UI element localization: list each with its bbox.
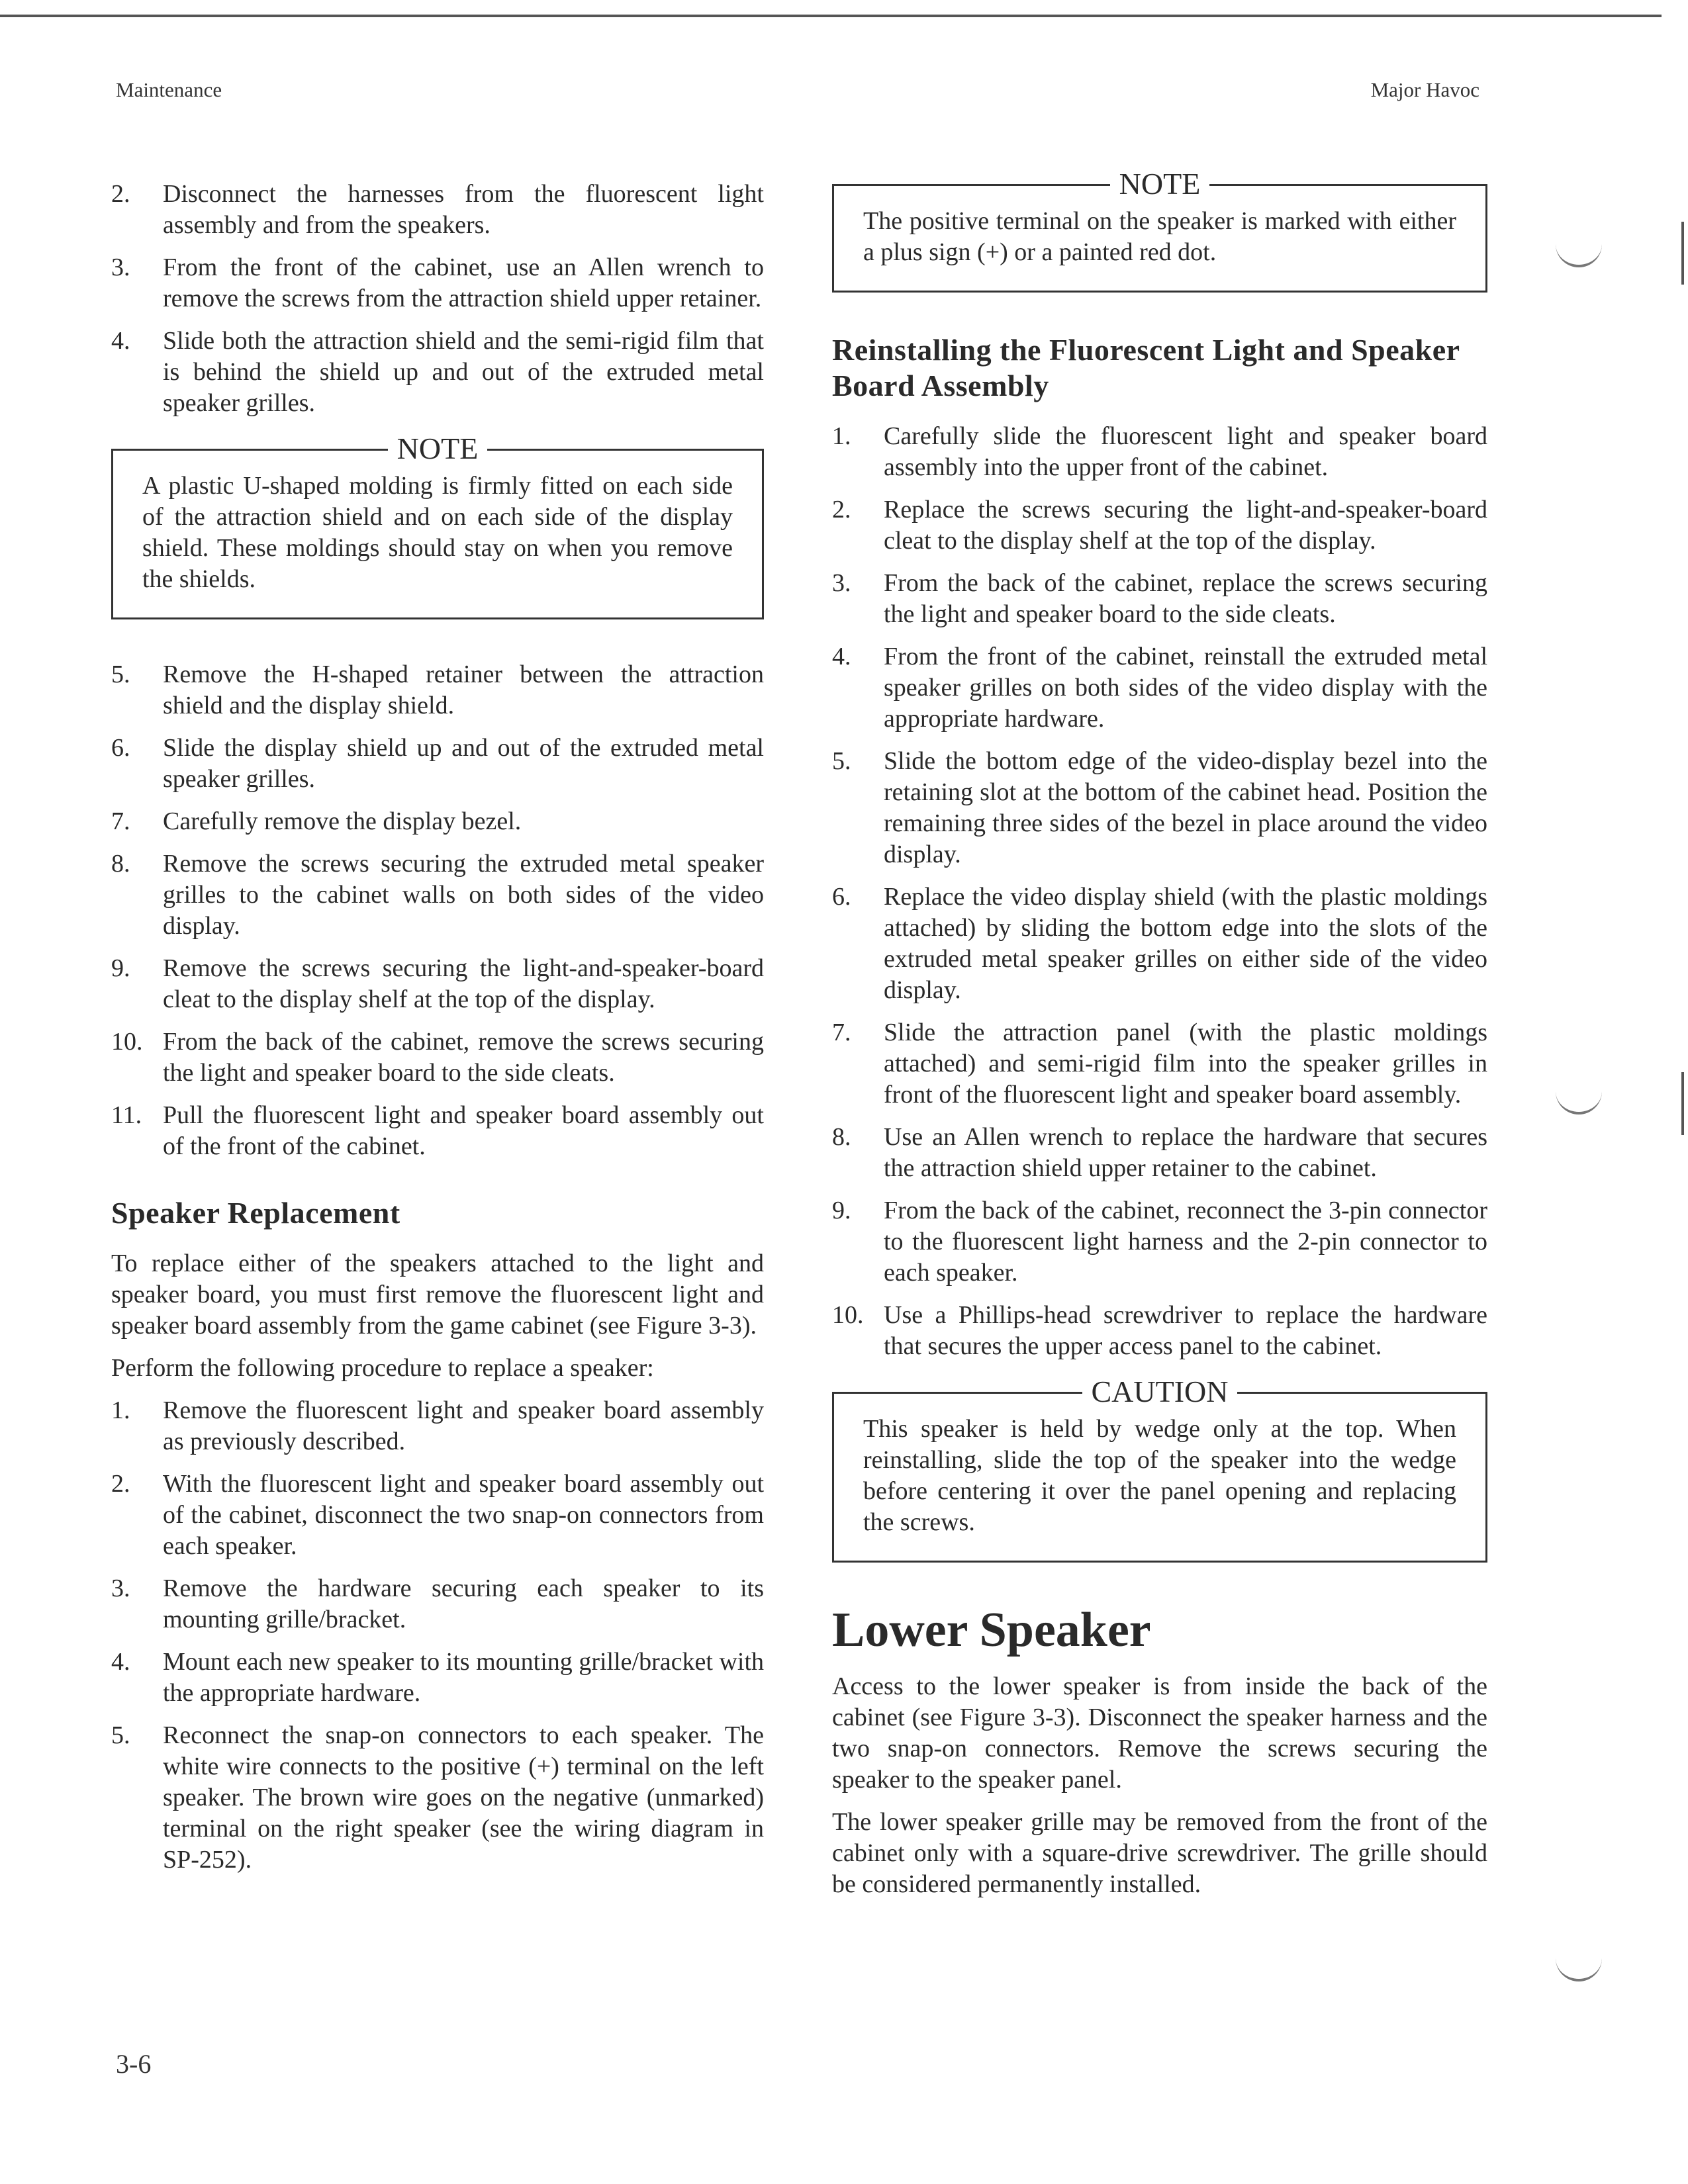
step-text: Remove the hardware securing each speaker to its mounting grille/bracket. [163, 1574, 764, 1633]
lower-speaker-paragraph: Access to the lower speaker is from inside the back of the cabinet (see Figure 3-3). Disconnect the speaker harness and the two snap-on connectors. Remove the screws securing the speaker to the speaker panel. [832, 1672, 1487, 1794]
step-number: 6. [832, 883, 851, 911]
step-number: 3. [111, 253, 130, 281]
step-number: 6. [111, 734, 130, 762]
speaker-replacement-steps [111, 1395, 764, 1876]
binder-hole-mark [1556, 1952, 1602, 1981]
step-number: 2. [832, 496, 851, 523]
step-number: 4. [832, 643, 851, 670]
page-number: 3-6 [116, 2049, 152, 2079]
step-text: Replace the screws securing the light-and-speaker-board cleat to the display shelf at the top of the display. [884, 496, 1487, 555]
list-item [111, 733, 764, 795]
reinstall-steps [832, 421, 1487, 1362]
step-text: With the fluorescent light and speaker board assembly out of the cabinet, disconnect the two snap-on connectors from each speaker. [163, 1470, 764, 1560]
binder-hole-mark [1556, 238, 1602, 267]
speaker-lead-paragraph: Perform the following procedure to replace a speaker: [111, 1354, 654, 1382]
list-item [832, 421, 1487, 483]
list-item [832, 882, 1487, 1006]
removal-steps-part-1 [111, 179, 764, 419]
running-header-left: Maintenance [116, 78, 222, 101]
step-number: 9. [111, 954, 130, 982]
step-text: Pull the fluorescent light and speaker board assembly out of the front of the cabinet. [163, 1101, 764, 1160]
list-item [111, 1647, 764, 1709]
step-text: Slide the display shield up and out of the extruded metal speaker grilles. [163, 734, 764, 793]
list-item [111, 806, 764, 837]
step-number: 10. [111, 1028, 143, 1056]
caution-box [832, 1375, 1487, 1563]
note-title: NOTE [1110, 167, 1210, 201]
step-text: Mount each new speaker to its mounting grille/bracket with the appropriate hardware. [163, 1648, 764, 1707]
list-item [832, 568, 1487, 630]
caution-title: CAUTION [1082, 1375, 1238, 1408]
step-number: 5. [111, 660, 130, 688]
note-box-moldings [111, 432, 764, 619]
lower-speaker-text [832, 1671, 1487, 1900]
step-number: 8. [111, 850, 130, 878]
list-item [111, 659, 764, 721]
step-number: 10. [832, 1301, 864, 1329]
list-item [832, 1195, 1487, 1289]
note-text: The positive terminal on the speaker is marked with either a plus sign (+) or a painted red dot. [863, 207, 1456, 266]
step-text: Remove the fluorescent light and speaker board assembly as previously described. [163, 1396, 764, 1455]
list-item [111, 1395, 764, 1457]
list-item [832, 746, 1487, 870]
step-number: 8. [832, 1123, 851, 1151]
step-text: Reconnect the snap-on connectors to each speaker. The white wire connects to the positive (+) terminal on the left speaker. The brown wire goes on the negative (unmarked) terminal on the right speaker (see the wiring diagram in SP-252). [163, 1721, 764, 1874]
list-item [832, 1017, 1487, 1111]
section-heading-lower-speaker: Lower Speaker [832, 1603, 1151, 1657]
step-text: Slide the attraction panel (with the plastic moldings attached) and semi-rigid film into the speaker grilles in front of the fluorescent light and speaker board assembly. [884, 1019, 1487, 1109]
list-item [111, 1573, 764, 1635]
step-text: Disconnect the harnesses from the fluorescent light assembly and from the speakers. [163, 180, 764, 239]
step-number: 2. [111, 1470, 130, 1498]
step-text: Use an Allen wrench to replace the hardware that secures the attraction shield upper retainer to the cabinet. [884, 1123, 1487, 1182]
list-item [111, 1720, 764, 1876]
lower-speaker-paragraph: The lower speaker grille may be removed from the front of the cabinet only with a square-drive screwdriver. The grille should be considered permanently installed. [832, 1808, 1487, 1898]
step-text: From the back of the cabinet, replace the screws securing the light and speaker board to the side cleats. [884, 569, 1487, 628]
step-number: 4. [111, 327, 130, 355]
list-item [111, 848, 764, 942]
binder-hole-mark [1556, 1085, 1602, 1115]
list-item [111, 1100, 764, 1162]
list-item [111, 953, 764, 1015]
removal-steps-part-2 [111, 659, 764, 1162]
section-heading-speaker-replacement: Speaker Replacement [111, 1196, 400, 1230]
list-item [111, 1469, 764, 1562]
step-text: From the back of the cabinet, remove the screws securing the light and speaker board to the side cleats. [163, 1028, 764, 1087]
step-number: 2. [111, 180, 130, 208]
step-text: Remove the H-shaped retainer between the attraction shield and the display shield. [163, 660, 764, 719]
list-item [111, 1026, 764, 1089]
step-text: From the front of the cabinet, reinstall the extruded metal speaker grilles on both sides of the video display with the appropriate hardware. [884, 643, 1487, 733]
step-text: From the front of the cabinet, use an Allen wrench to remove the screws from the attraction shield upper retainer. [163, 253, 764, 312]
step-text: Slide the bottom edge of the video-display bezel into the retaining slot at the bottom of the cabinet head. Position the remaining three sides of the bezel in place around the video display. [884, 747, 1487, 868]
section-heading-reinstalling: Reinstalling the Fluorescent Light and Speaker Board Assembly [832, 333, 1460, 402]
step-number: 3. [111, 1574, 130, 1602]
step-number: 7. [832, 1019, 851, 1046]
note-text: A plastic U-shaped molding is firmly fitted on each side of the attraction shield and on each side of the display shield. These moldings should stay on when you remove the shields. [142, 472, 733, 593]
step-number: 5. [832, 747, 851, 775]
caution-text: This speaker is held by wedge only at the top. When reinstalling, slide the top of the speaker into the wedge before centering it over the panel opening and replacing the screws. [863, 1415, 1456, 1536]
step-number: 3. [832, 569, 851, 597]
step-number: 5. [111, 1721, 130, 1749]
step-text: Remove the screws securing the extruded metal speaker grilles to the cabinet walls on both sides of the video display. [163, 850, 764, 940]
step-number: 4. [111, 1648, 130, 1676]
list-item [111, 179, 764, 241]
speaker-intro-paragraph: To replace either of the speakers attached to the light and speaker board, you must first remove the fluorescent light and speaker board assembly from the game cabinet (see Figure 3-3). [111, 1250, 764, 1340]
right-column [832, 167, 1487, 1911]
step-number: 11. [111, 1101, 142, 1129]
running-header-right: Major Havoc [1370, 78, 1479, 101]
step-text: Slide both the attraction shield and the semi-rigid film that is behind the shield up and out of the extruded metal speaker grilles. [163, 327, 764, 417]
step-text: Remove the screws securing the light-and-speaker-board cleat to the display shelf at the top of the display. [163, 954, 764, 1013]
step-text: Carefully slide the fluorescent light and speaker board assembly into the upper front of the cabinet. [884, 422, 1487, 481]
binder-hole-edge [1681, 1072, 1684, 1135]
step-text: Carefully remove the display bezel. [163, 807, 522, 835]
top-rule [0, 15, 1662, 17]
step-number: 7. [111, 807, 130, 835]
list-item [111, 252, 764, 314]
step-number: 9. [832, 1197, 851, 1224]
step-text: Use a Phillips-head screwdriver to replace the hardware that secures the upper access panel to the cabinet. [884, 1301, 1487, 1360]
list-item [832, 641, 1487, 735]
binder-hole-edge [1681, 222, 1684, 285]
step-text: From the back of the cabinet, reconnect the 3-pin connector to the fluorescent light harness and the 2-pin connector to each speaker. [884, 1197, 1487, 1287]
list-item [111, 326, 764, 419]
left-column [111, 179, 764, 1887]
note-box-positive-terminal [832, 167, 1487, 293]
note-title: NOTE [388, 432, 488, 465]
step-number: 1. [111, 1396, 130, 1424]
step-text: Replace the video display shield (with the plastic moldings attached) by sliding the bottom edge into the slots of the extruded metal speaker grilles on either side of the video display. [884, 883, 1487, 1004]
step-number: 1. [832, 422, 851, 450]
list-item [832, 494, 1487, 557]
list-item [832, 1300, 1487, 1362]
list-item [832, 1122, 1487, 1184]
